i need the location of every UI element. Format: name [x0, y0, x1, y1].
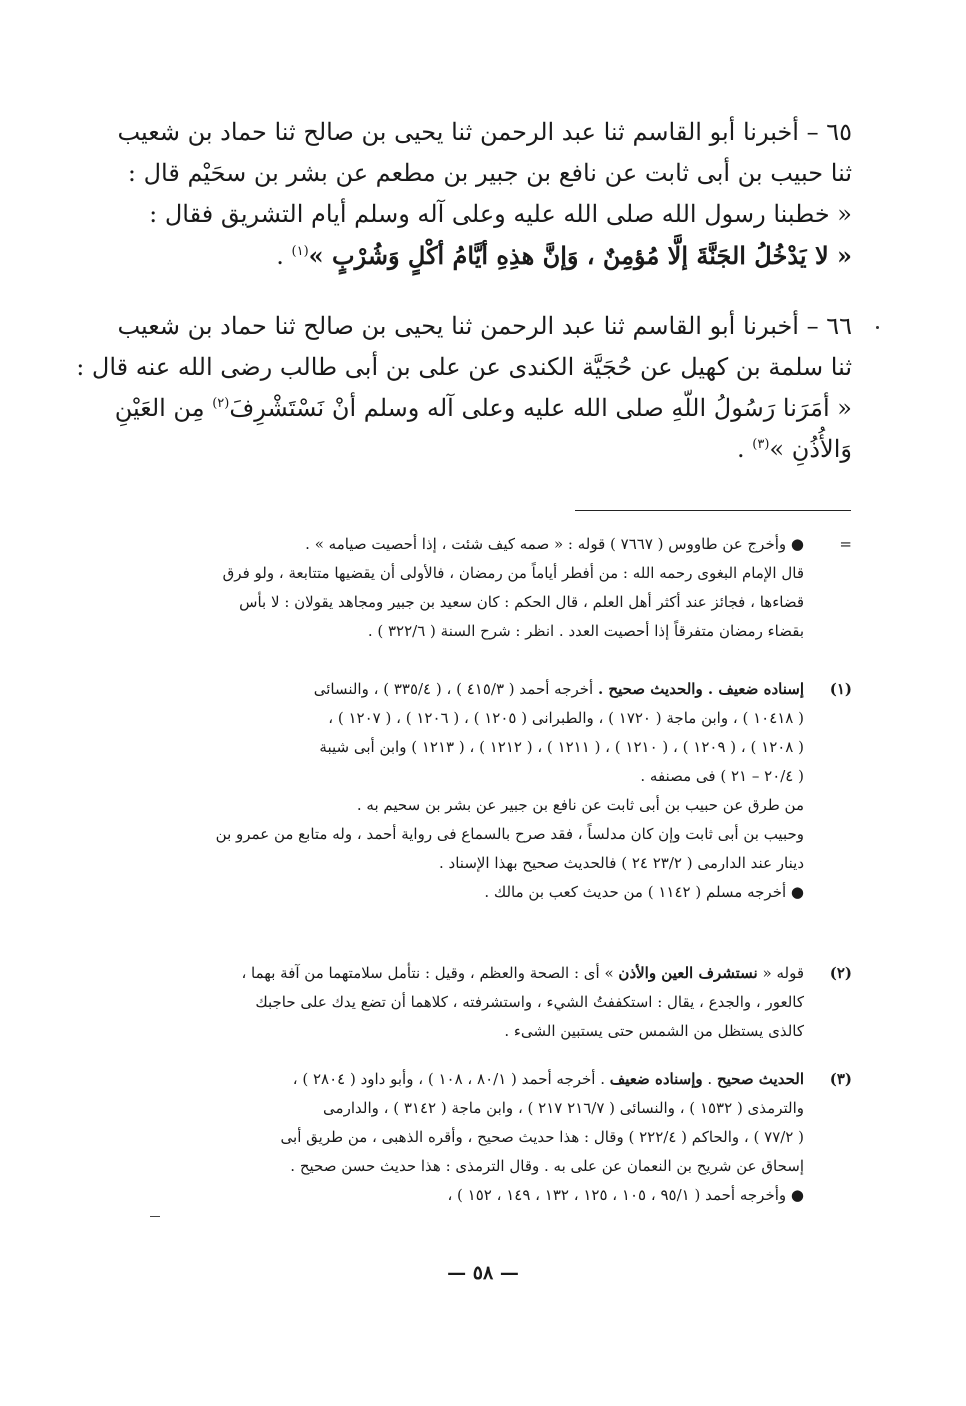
footnote-1-grading: إسناده ضعيف . والحديث صحيح . — [597, 680, 804, 698]
footnote-line: ( ١٢٠٨ ) ، ( ١٢٠٩ ) ، ( ١٢١٠ ) ، ( ١٢١١ ) ، ( ١٢١٢ ) ، ( ١٢١٣ ) وابن أبى شيبة — [319, 738, 804, 756]
footnote-line: دينار عند الدارمى ( ٢٣/٢ ٢٤ ) فالحديث صحيح بهذا الإسناد . — [439, 854, 804, 872]
hadith-65-line-1: ٦٥ – أخبرنا أبو القاسم ثنا عبد الرحمن ثنا يحيى بن صالح ثنا حماد بن شعيب — [117, 118, 852, 146]
hadith-66-line-2: ثنا سلمة بن كهيل عن حُجَيَّة الكندى عن على بن أبى طالب رضى الله عنه قال : — [76, 353, 852, 381]
hadith-65-line-4 — [132, 235, 852, 277]
footnote-line: ● أخرجه مسلم ( ١١٤٢ ) من حديث كعب بن مالك . — [484, 883, 804, 901]
hadith-66-line-3b: مِن العَيْنِ — [114, 394, 213, 422]
continuation-line: قضاءها ، فجائز عند أكثر أهل العلم ، قال الحكم : كان سعيد بن جبير ومجاهد يقولان : لا بأس — [239, 593, 804, 611]
hadith-66-line-1: ٦٦ – أخبرنا أبو القاسم ثنا عبد الرحمن ثنا يحيى بن صالح ثنا حماد بن شعيب — [117, 312, 852, 340]
footnote-ref-2[interactable]: (٢) — [212, 396, 230, 411]
footnote-2-term: نستشرف العين والأذن — [618, 964, 758, 982]
hadith-66 — [76, 306, 852, 470]
hadith-65-matn: « لا يَدْخُلُ الجَنَّةَ إلَّا مُؤمِنٌ ، وَإنَّ هذِهِ أيَّامُ أكْلٍ وَشُرْبٍ » — [308, 241, 852, 270]
footnote-line: ● وأخرجه أحمد ( ٩٥/١ ، ١٠٥ ، ١٢٥ ، ١٣٢ ، ١٤٩ ، ١٥٢ ) ، — [447, 1186, 804, 1204]
footnote-line: إسحاق عن شريح بن النعمان عن على به . وقال الترمذى : هذا حديث حسن صحيح . — [290, 1157, 804, 1175]
hadith-65 — [117, 112, 852, 277]
footnote-2-pre: قوله « — [757, 964, 804, 982]
continuation-body — [125, 530, 804, 646]
hadith-66-end: . — [737, 435, 753, 463]
continuation-line: ● وأخرج عن طاووس ( ٧٦٦٧ ) قوله : « صمه كيف شئت ، إذا أحصيت صيامه » . — [305, 535, 804, 553]
footnote-line — [125, 675, 804, 704]
continuation-marker: = — [839, 535, 852, 553]
footnote-line — [125, 959, 804, 988]
margin-mark — [150, 1216, 160, 1217]
footnote-3-grading-a: الحديث صحيح — [716, 1070, 804, 1088]
footnote-1-line-1-rest: أخرجه أحمد ( ٤١٥/٣ ) ، ( ٣٣٥/٤ ) ، والنسائى — [313, 680, 598, 698]
footnote-1-body — [125, 675, 804, 907]
footnote-line: وحبيب بن أبى ثابت وإن كان مدلساً ، فقد صرح بالسماع فى رواية أحمد ، وله متابع من عمرو بن — [215, 825, 804, 843]
footnote-line: من طرق عن حبيب بن أبى ثابت عن نافع بن جبير عن بشر بن سحيم به . — [356, 796, 804, 814]
page-number: — ٥٨ — — [447, 1262, 519, 1284]
hadith-66-line-4a: وَالأُذُنِ » — [769, 435, 852, 463]
footnote-2-body — [125, 959, 804, 1046]
footnote-3-sep: . — [702, 1070, 717, 1088]
continuation-line: بقضاء رمضان متفرقاً إذا أحصيت العدد . انظر : شرح السنة ( ٣٢٢/٦ ) . — [367, 622, 804, 640]
footnote-3-grading-b: وإسناده ضعيف — [609, 1070, 703, 1088]
footnote-line — [125, 1065, 804, 1094]
footnote-2-number: (٢) — [829, 964, 852, 982]
hadith-65-end: . — [276, 242, 292, 270]
hadith-65-line-2: ثنا حبيب بن أبى ثابت عن نافع بن جبير بن مطعم عن بشر بن سحَيْم قال : — [127, 159, 852, 187]
footnote-line: ( ١٠٤١٨ ) ، وابن ماجة ( ١٧٢٠ ) ، والطبرانى ( ١٢٠٥ ) ، ( ١٢٠٦ ) ، ( ١٢٠٧ ) ، — [328, 709, 804, 727]
footnote-divider — [575, 510, 851, 511]
footnote-2-line-1-rest: » أى : الصحة والعظم ، وقيل : نتأمل سلامتهما من آفة بهما ، — [241, 964, 619, 982]
continuation-line: قال الإمام البغوى رحمه الله : من أفطر أياماً من رمضان ، فالأولى أن يقضيها متتابعة ، ولو فرق — [222, 564, 804, 582]
footnote-ref-1[interactable]: (١) — [291, 244, 309, 259]
footnote-3-number: (٣) — [829, 1070, 852, 1088]
footnote-line: كالعور ، والجدع ، يقال : استكففتُ الشيء ، واستشرفته ، كلاهما أن تضع يدك على حاجبك — [255, 993, 804, 1011]
footnote-line: كالذى يستظل من الشمس حتى يستبين الشىء . — [504, 1022, 804, 1040]
hadith-66-line-3a: « أمَرَنا رَسُولُ اللّهِ صلى الله عليه وعلى آله وسلم أنْ نَسْتَشْرِفَ — [229, 394, 852, 422]
footnote-ref-3[interactable]: (٣) — [752, 437, 770, 452]
footnote-1-number: (١) — [829, 680, 852, 698]
footnote-line: ( ٢٠/٤ – ٢١ ) فى مصنفه . — [640, 767, 804, 785]
footnote-line: ( ٧٧/٢ ) ، والحاكم ( ٢٢٢/٤ ) وقال : هذا حديث صحيح ، وأقره الذهبى ، من طريق أبى — [280, 1128, 804, 1146]
stray-dot — [876, 326, 879, 329]
footnote-line: والترمذى ( ١٥٣٢ ) ، والنسائى ( ٢١٦/٧ ٢١٧ ) ، وابن ماجة ( ٣١٤٢ ) ، والدارمى — [323, 1099, 804, 1117]
footnote-3-body — [125, 1065, 804, 1210]
footnote-3-line-1-rest: . أخرجه أحمد ( ٨٠/١ ، ١٠٨ ) ، وأبو داود ( ٢٨٠٤ ) ، — [292, 1070, 610, 1088]
hadith-66-line-3 — [114, 388, 852, 429]
hadith-66-line-4 — [132, 429, 852, 470]
hadith-65-line-3: « خطبنا رسول الله صلى الله عليه وعلى آله وسلم أيام التشريق فقال : — [149, 200, 852, 228]
